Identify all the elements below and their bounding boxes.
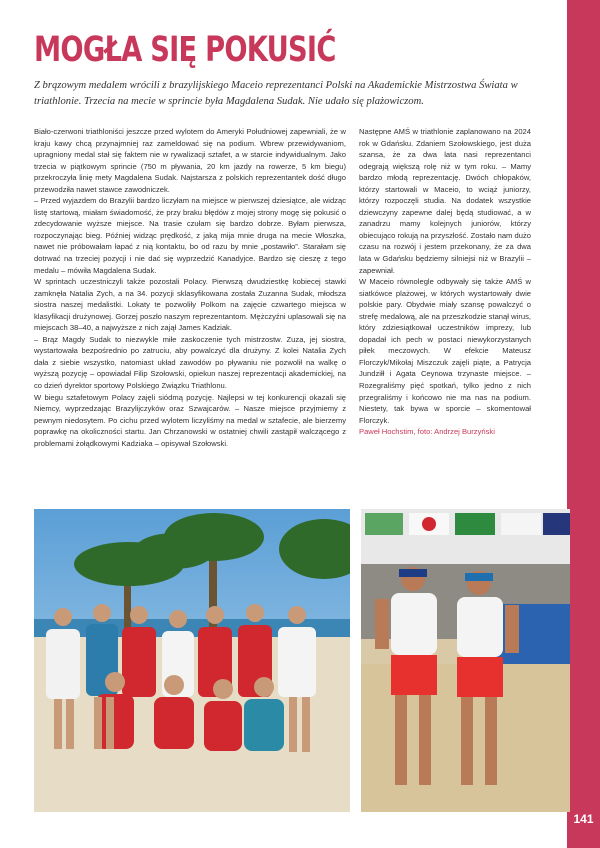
volleyball-photo-illustration xyxy=(361,509,570,812)
article-paragraph: Następne AMŚ w triathlonie zaplanowano na 2024 rok w Gdańsku. Zdaniem Szołowskiego, jest duża szansa, że za dwa lata nasi reprezentanci odegrają większą rolę niż w tym roku. – Mamy bardzo młodą reprezentację. Dwóch chłopaków, którzy startowali w Maceio, to wciąż juniorzy, którzy rozpoczęli studia. Na dodatek wszystkie dziewczyny zapewne dalej będą studiować, a w zanadrzu mamy kolejnych juniorów, którzy obiecująco rokują na przyszłość. Zostało nam dużo czasu na rozwój i jestem przekonany, że za dwa lata w Gdańsku będziemy silniejsi niż w Brazylii – zapewniał. xyxy=(359,127,531,275)
article-paragraph: – Brąz Magdy Sudak to niezwykle miłe zaskoczenie tych mistrzostw. Zuza, jej siostra, wystartowała bezpośrednio po zatruciu, aby powalczyć dla drużyny. Z kolei Natalia Zych dała z siebie wszystko, natomiast układ zawodów po pływaniu nie pozwolił na walkę o wyższą pozycję – opowiadał Filip Szołowski, opiekun naszej reprezentacji akademickiej, na co dzień dyrektor sportowy Polskiego Związku Triathlonu. xyxy=(34,334,346,391)
page-number: 141 xyxy=(573,812,594,826)
article-lead: Z brązowym medalem wrócili z brazylijskiego Maceio reprezentanci Polski na Akademickie Mistrzostwa Świata w triathlonie. Trzecia na mecie w sprincie była Magdalena Sudak. Nie udało się plażowiczom. xyxy=(34,80,518,107)
article-title: MOGŁA SIĘ POKUSIĆ xyxy=(34,30,336,70)
article-paragraph: – Przed wyjazdem do Brazylii bardzo liczyłam na miejsce w pierwszej dziesiątce, ale widząc listę startową, miałam świadomość, że przy braku błędów z mojej strony mogę się pokusić o zdecydowanie wyższe miejsce. Na trasie czułam się bardzo dobrze. Byłam pierwsza, rozpoczynając bieg. Później widząc prędkość, z jaką mija mnie druga na mecie Włoszka, nawet nie próbowałam łapać z nią kontaktu, bo od razu by mnie „postawiło”. Starałam się dotrwać na trzeciej pozycji i nie dać się wyprzedzić Kanadyjce. Bardzo się cieszę z tego medalu – mówiła Magdalena Sudak. xyxy=(34,196,346,275)
team-photo-illustration xyxy=(34,509,350,812)
photo-credit: Paweł Hochstim, foto: Andrzej Burzyński xyxy=(359,427,495,437)
article-paragraph: W Maceio równolegle odbywały się także AMŚ w siatkówce plażowej, w których wystartowały dwie polskie pary. Obydwie miały szansę powalczyć o strefę medalową, ale na przeszkodzie stanął wirus, który zdziesiątkował uczestników imprezy, lub dopadał ich pech w postaci niewykorzystanych piłek meczowych. W efekcie Mateusz Florczyk/Mikołaj Miszczuk zajęli piąte, a Patrycja Jundziłł i Agata Ceynowa trzynaste miejsce. – Rozegraliśmy pięć spotkań, tylko jedno z nich przegraliśmy i końcowo nie ma nas na podium. Niestety, tak bywa w sporcie – skomentował Florczyk. xyxy=(359,277,531,425)
page-side-bar xyxy=(567,0,600,848)
article-left-column xyxy=(34,126,346,449)
volleyball-photo xyxy=(361,509,570,812)
article-paragraph: Biało-czerwoni triathloniści jeszcze przed wylotem do Ameryki Południowej zapewniali, że w kraju kawy chcą przynajmniej raz zameldować się na podium. Wbrew przewidywaniom, upragniony medal stał się faktem nie w rywalizacji sztafet, a w starcie indywidualnym. Jako trzecia w piątkowym sprincie (750 m pływania, 20 km jazdy na rowerze, 5 km biegu) przekroczyła linię mety Magdalena Sudak. Najstarsza z polskich reprezentantek dość długo przewodziła nawet stawce zawodniczek. xyxy=(34,127,346,194)
article-right-column xyxy=(359,126,531,438)
team-photo xyxy=(34,509,350,812)
article-paragraph: W biegu sztafetowym Polacy zajęli siódmą pozycję. Najlepsi w tej konkurencji okazali się Niemcy, wyprzedzając Brazylijczyków oraz Szwajcarów. – Nasze miejsce przyjmiemy z pewnym niedosytem. Po cichu przed wylotem liczyliśmy na medal w sztafecie, ale bierzemy poprawkę na okoliczności startu. Jan Chrzanowski w ostatniej chwili zastąpił walczącego z problemami żołądkowymi Kadziaka – opisywał Szołowski. xyxy=(34,392,346,448)
article-paragraph: W sprintach uczestniczyli także pozostali Polacy. Pierwszą dwudziestkę kobiecej stawki zamknęła Natalia Zych, a na 34. pozycji sklasyfikowana została Zuzanna Sudak, młodsza siostra naszej medalistki. Lokaty te pozwoliły Polkom na zajęcie czwartego miejsca w klasyfikacji drużynowej. Gorzej poszło naszym reprezentantom. Mężczyźni uplasowali się na miejscach 38–40, a najwyższe z nich zajął James Kadziak. xyxy=(34,277,346,333)
